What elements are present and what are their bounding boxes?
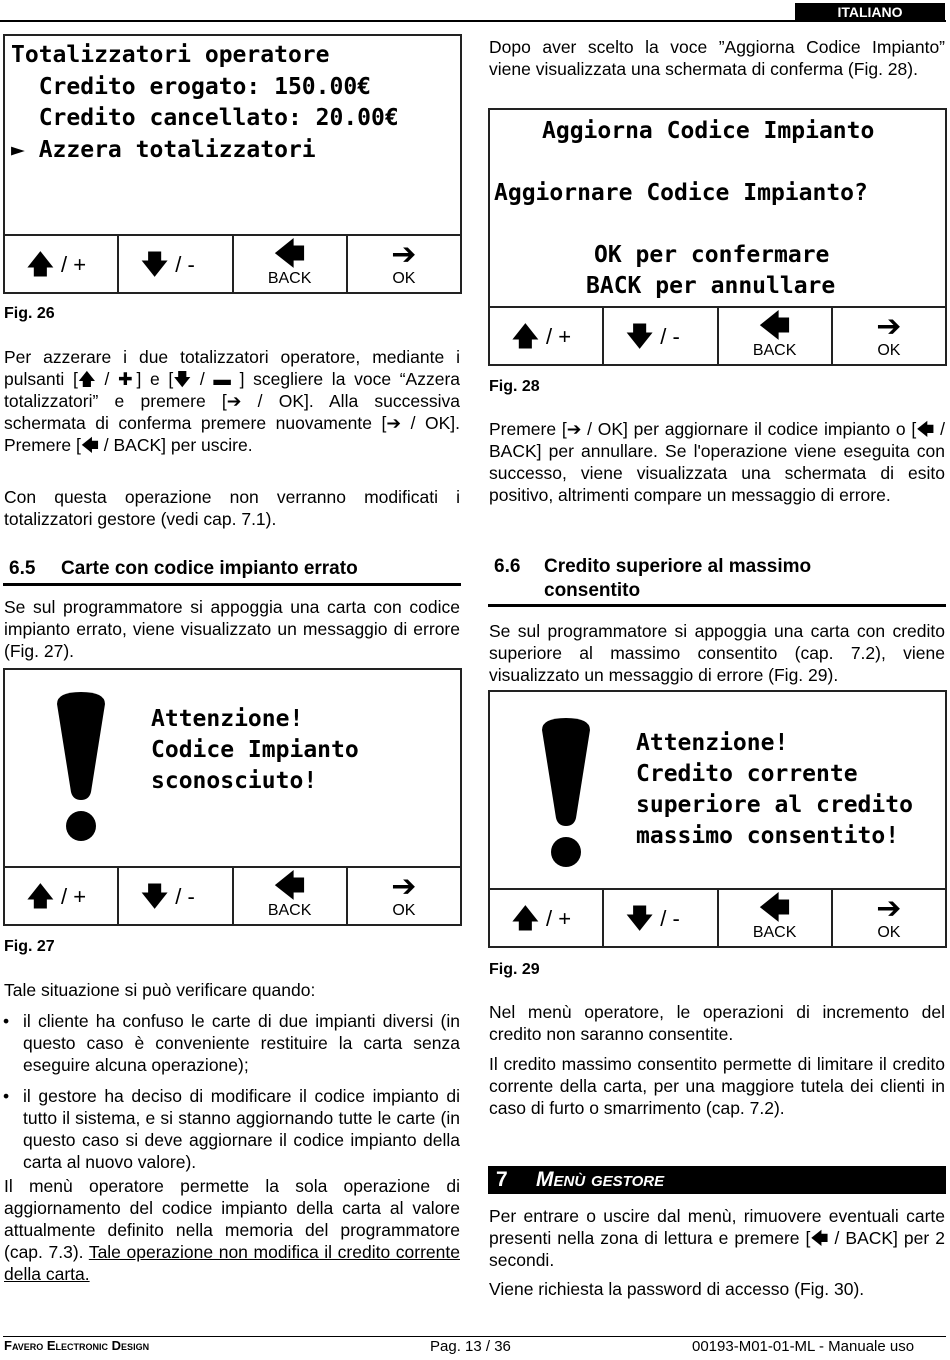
fig26-caption: Fig. 26	[4, 305, 55, 322]
lcd-line: Totalizzatori operatore	[11, 42, 330, 68]
back-key[interactable]: 🡄 BACK	[234, 236, 348, 292]
up-plus-key[interactable]: 🡅 / +	[5, 868, 119, 924]
right-paragraph-3: Se sul programmatore si appoggia una carta con credito superiore al massimo consentito (cap. 7.2), viene visualizzato un messaggio di errore (Fig. 29).	[489, 621, 945, 685]
lcd-line: OK per confermare	[594, 242, 830, 268]
right-paragraph-7: Viene richiesta la password di accesso (Fig. 30).	[489, 1279, 865, 1299]
arrow-up-icon: 🡅	[27, 881, 54, 911]
lcd-line: Credito cancellato: 20.00€	[11, 105, 399, 131]
lcd-line: Aggiornare Codice Impianto?	[494, 180, 868, 206]
lcd-line: Credito erogato: 150.00€	[11, 74, 372, 100]
up-plus-key[interactable]: 🡅 / +	[490, 308, 604, 364]
language-tab: ITALIANO	[795, 3, 945, 22]
arrow-down-icon: 🡇	[141, 881, 168, 911]
section-6-6-heading: 6.6 Credito superiore al massimo consentito	[488, 555, 946, 607]
ok-key[interactable]: ➔ OK	[833, 308, 945, 364]
lcd-line: BACK per annullare	[586, 273, 836, 299]
ok-key[interactable]: ➔ OK	[833, 890, 945, 946]
fig26-keypad	[3, 234, 462, 294]
lcd-line: Codice Impianto	[151, 737, 359, 763]
fig27-keypad	[3, 866, 462, 926]
down-minus-key[interactable]: 🡇 / -	[604, 890, 718, 946]
left-paragraph-4: Tale situazione si può verificare quando:	[4, 980, 316, 1000]
fig29-caption: Fig. 29	[489, 961, 540, 978]
fig28-caption: Fig. 28	[489, 378, 540, 395]
arrow-left-icon: 🡄	[759, 310, 791, 343]
arrow-left-icon: 🡄	[759, 892, 791, 925]
lcd-line: Attenzione!	[636, 730, 789, 756]
lcd-line: massimo consentito!	[636, 823, 900, 849]
down-minus-key[interactable]: 🡇 / -	[119, 236, 233, 292]
lcd-line: ► Azzera totalizzatori	[11, 137, 316, 163]
left-paragraph-5: Il menù operatore permette la sola operazione di aggiornamento del codice impianto della carta al valore attualmente definito nella memoria del programmatore (cap. 7.3). Tale operazione non modifica il credito corrente della carta.	[4, 1176, 460, 1284]
lcd-line: sconosciuto!	[151, 768, 318, 794]
footer-rule	[3, 1336, 946, 1337]
left-paragraph-3: Se sul programmatore si appoggia una carta con codice impianto errato, viene visualizzato un messaggio di errore (Fig. 27).	[4, 597, 460, 661]
lcd-line: Attenzione!	[151, 706, 304, 732]
arrow-left-icon: 🡄	[274, 870, 306, 903]
arrow-right-icon: ➔	[391, 870, 417, 903]
fig28-lcd-screen	[488, 108, 947, 310]
down-minus-key[interactable]: 🡇 / -	[604, 308, 718, 364]
right-paragraph-1: Dopo aver scelto la voce ”Aggiorna Codice Impianto” viene visualizzata una schermata di conferma (Fig. 28).	[489, 37, 945, 79]
arrow-down-icon: 🡇	[141, 249, 168, 279]
back-key[interactable]: 🡄 BACK	[234, 868, 348, 924]
fig27-caption: Fig. 27	[4, 938, 55, 955]
up-plus-key[interactable]: 🡅 / +	[490, 890, 604, 946]
list-item: • il gestore ha deciso di modificare il codice impianto di tutto il sistema, e si stanno aggiornando tutte le carte (in questo caso si deve aggiornare il codice impianto della carta al nuovo valore).	[3, 1086, 460, 1172]
arrow-down-icon: 🡇	[626, 321, 653, 351]
back-key[interactable]: 🡄 BACK	[719, 308, 833, 364]
arrow-right-icon: ➔	[876, 892, 902, 925]
fig27-lcd-screen	[3, 668, 462, 870]
left-paragraph-2: Con questa operazione non verranno modificati i totalizzatori gestore (vedi cap. 7.1).	[4, 487, 460, 529]
arrow-up-icon: 🡅	[27, 249, 54, 279]
ok-key[interactable]: ➔ OK	[348, 236, 460, 292]
right-paragraph-4: Nel menù operatore, le operazioni di incremento del credito non saranno consentite.	[489, 1002, 945, 1044]
footer-company: Favero Electronic Design	[4, 1338, 150, 1353]
right-paragraph-6: Per entrare o uscire dal menù, rimuovere eventuali carte presenti nella zona di lettura e premere [🡄 / BACK] per 2 secondi.	[489, 1206, 945, 1270]
footer-page-number: Pag. 13 / 36	[430, 1338, 511, 1355]
down-minus-key[interactable]: 🡇 / -	[119, 868, 233, 924]
section-6-5-heading: 6.5 Carte con codice impianto errato	[3, 557, 461, 586]
arrow-up-icon: 🡅	[512, 903, 539, 933]
lcd-line: Aggiorna Codice Impianto	[542, 118, 875, 144]
left-paragraph-1: Per azzerare i due totalizzatori operatore, mediante i pulsanti [🡅 / ✚] e [🡇 / ▬ ] scegliere la voce “Azzera totalizzatori” e premere [➔ / OK]. Alla successiva schermata di conferma premere nuovamente [➔ / OK]. Premere [🡄 / BACK] per uscire.	[4, 347, 460, 455]
fig29-lcd-screen	[488, 690, 947, 892]
lcd-line: superiore al credito	[636, 792, 913, 818]
footer-document-code: 00193-M01-01-ML - Manuale uso	[692, 1338, 915, 1355]
arrow-right-icon: ➔	[391, 238, 417, 271]
fig26-lcd-screen	[3, 34, 462, 236]
right-paragraph-5: Il credito massimo consentito permette di limitare il credito corrente della carta, per una maggiore tutela dei clienti in caso di furto o smarrimento (cap. 7.2).	[489, 1054, 945, 1118]
fig28-keypad	[488, 306, 947, 366]
bullet-icon: •	[3, 1086, 10, 1106]
lcd-line: Credito corrente	[636, 761, 858, 787]
arrow-down-icon: 🡇	[626, 903, 653, 933]
right-paragraph-2: Premere [➔ / OK] per aggiornare il codice impianto o [🡄 / BACK] per annullare. Se l'operazione viene eseguita con successo, viene visualizzata una schermata di esito positivo, altrimenti compare un messaggio di errore.	[489, 419, 945, 505]
arrow-right-icon: ➔	[876, 310, 902, 343]
back-key[interactable]: 🡄 BACK	[719, 890, 833, 946]
list-item: • il cliente ha confuso le carte di due impianti diversi (in questo caso è conveniente restituire la carta senza eseguire alcuna operazione);	[3, 1011, 460, 1075]
exclamation-icon	[538, 718, 594, 868]
bullet-icon: •	[3, 1011, 10, 1031]
arrow-left-icon: 🡄	[274, 238, 306, 271]
section-7-heading: 7 Menù gestore	[488, 1166, 946, 1194]
arrow-up-icon: 🡅	[512, 321, 539, 351]
fig29-keypad	[488, 888, 947, 948]
exclamation-icon	[53, 692, 109, 842]
ok-key[interactable]: ➔ OK	[348, 868, 460, 924]
up-plus-key[interactable]: 🡅 / +	[5, 236, 119, 292]
